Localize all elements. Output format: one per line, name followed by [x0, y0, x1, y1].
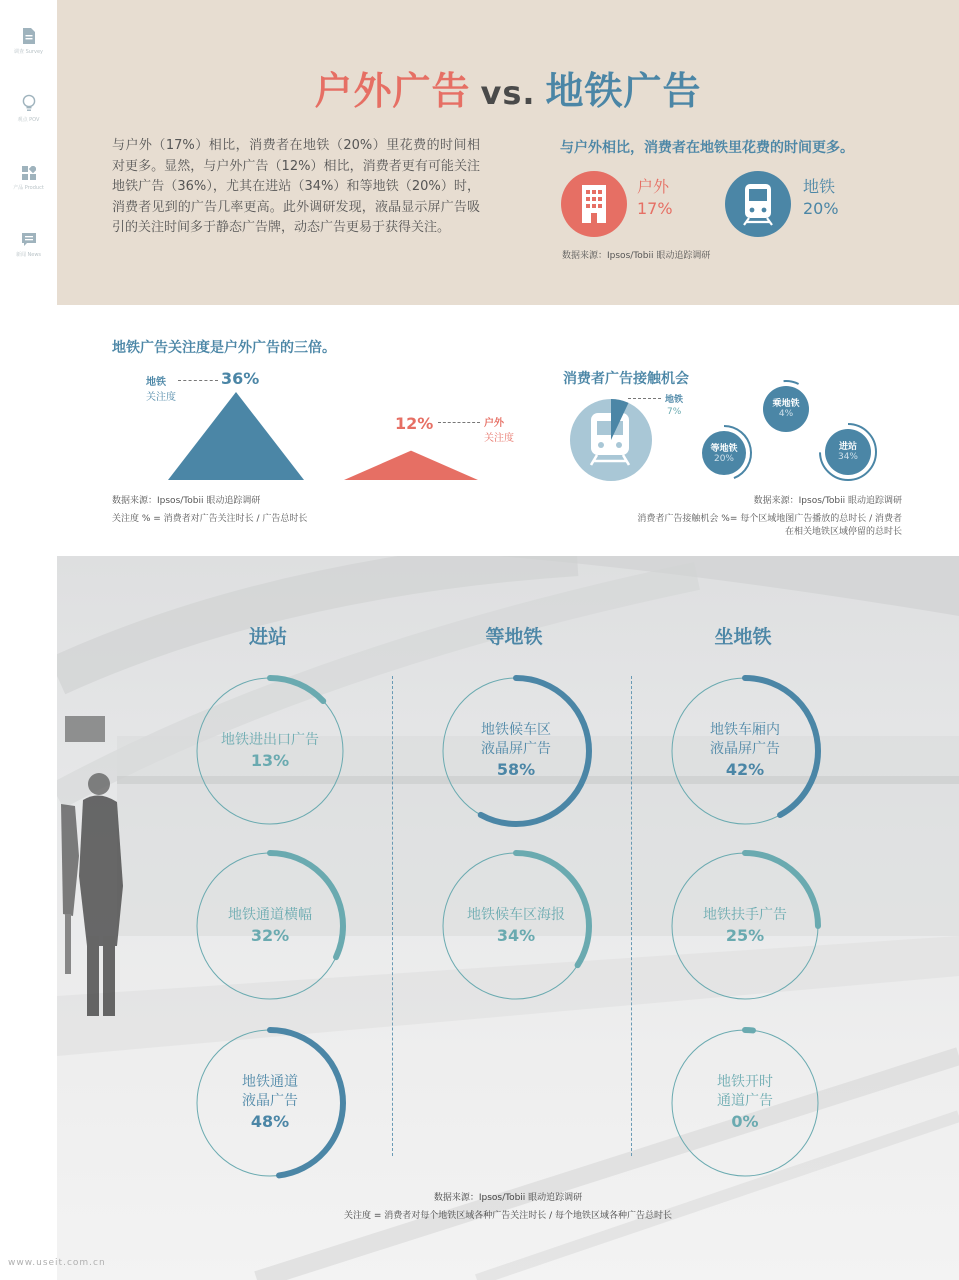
column-divider-1	[392, 676, 393, 1156]
attention-note: 关注度 % = 消费者对广告关注时长 / 广告总时长	[112, 514, 308, 524]
column-title-enter: 进站	[248, 626, 287, 648]
exposure-note	[637, 511, 902, 537]
exposure-note-line2: 在相关地铁区域停留的总时长	[784, 527, 902, 537]
ring-value: 0%	[731, 1112, 759, 1131]
exposure-wait-label: 等地铁	[710, 444, 738, 454]
ring-chart	[440, 675, 592, 827]
outdoor-attention-label: 户外	[484, 418, 504, 429]
footer-note: 关注度 = 消费者对每个地铁区域各种广告关注时长 / 每个地铁区域各种广告总时长	[343, 1211, 673, 1221]
exposure-bubble-enter	[825, 429, 871, 475]
ring-chart	[194, 675, 346, 827]
exposure-note-line1: 消费者广告接触机会 %= 每个区域地图广告播放的总时长 / 消费者	[637, 514, 902, 524]
ring-chart	[669, 1027, 821, 1179]
ring-chart	[440, 850, 592, 1002]
ring-chart	[194, 1027, 346, 1179]
exposure-ride-value: 4%	[778, 409, 794, 419]
attention-source: 数据来源：Ipsos/Tobii 眼动追踪调研	[112, 496, 261, 506]
ring-text	[440, 675, 592, 827]
intro-paragraph: 与户外（17%）相比，消费者在地铁（20%）里花费的时间相对更多。显然，与户外广告（12%）相比，消费者更有可能关注地铁广告（36%），尤其在进站（34%）和等地铁（20%）时，消费者见到的广告几率更高。此外调研发现，液晶显示屏广告吸引的关注时间多于静态广告牌，动态广告更易于获得关注。	[112, 138, 480, 236]
exposure-enter-value: 34%	[837, 452, 858, 462]
watermark: www.useit.com.cn	[8, 1258, 106, 1268]
ring-label: 地铁通道横幅	[228, 906, 312, 923]
title-subway: 地铁广告	[545, 69, 702, 113]
exposure-source: 数据来源：Ipsos/Tobii 眼动追踪调研	[753, 496, 902, 506]
ring-chart	[669, 850, 821, 1002]
ring-value: 32%	[250, 925, 290, 945]
ring-chart	[194, 850, 346, 1002]
column-title-ride: 坐地铁	[714, 626, 772, 648]
exposure-wait-value: 20%	[713, 454, 734, 464]
ring-value: 34%	[496, 925, 536, 945]
exposure-enter-label: 进站	[838, 442, 857, 452]
exposure-arc-ride	[784, 381, 799, 384]
ring-label: 地铁候车区海报	[467, 906, 565, 923]
exposure-bubble-wait	[702, 431, 746, 475]
exposure-subway-value: 7%	[667, 407, 682, 417]
footer-source: 数据来源：Ipsos/Tobii 眼动追踪调研	[433, 1193, 583, 1203]
subway-attention-value: 36%	[221, 369, 260, 388]
sidebar-item-label: 调查 Survey	[14, 49, 43, 55]
time-compare-heading: 与户外相比，消费者在地铁里花费的时间更多。	[560, 140, 854, 156]
ring-value: 48%	[250, 1112, 290, 1131]
outdoor-attention-sub: 关注度	[484, 433, 514, 444]
ring-text	[669, 850, 821, 1002]
column-divider-2	[631, 676, 632, 1156]
sidebar-item-label: 新闻 News	[15, 252, 42, 258]
ring-text	[194, 675, 346, 827]
ring-label: 地铁扶手广告	[703, 906, 787, 923]
attention-heading: 地铁广告关注度是户外广告的三倍。	[112, 340, 336, 356]
ring-label: 地铁进出口广告	[221, 731, 319, 748]
ring-text	[669, 1027, 821, 1179]
exposure-heading: 消费者广告接触机会	[563, 371, 689, 387]
ring-text	[440, 850, 592, 1002]
exposure-subway-label: 地铁	[665, 395, 684, 405]
ring-label: 地铁车厢内 液晶屏广告	[710, 722, 780, 757]
ring-value: 42%	[725, 760, 765, 779]
sidebar-item-label: 观点 POV	[17, 117, 40, 123]
outdoor-time-value: 17%	[637, 199, 673, 218]
ring-label: 地铁通道 液晶广告	[242, 1074, 298, 1109]
subway-time-label: 地铁	[803, 177, 836, 196]
ring-label: 地铁开时 通道广告	[717, 1074, 773, 1109]
ring-label: 地铁候车区 液晶屏广告	[481, 722, 551, 757]
exposure-bubble-ride	[763, 386, 809, 432]
column-title-wait: 等地铁	[485, 626, 543, 648]
title-vs: vs.	[480, 74, 536, 112]
ring-chart	[669, 675, 821, 827]
outdoor-attention-value: 12%	[395, 414, 434, 433]
ring-text	[194, 1027, 346, 1179]
ring-text	[194, 850, 346, 1002]
title-outdoor: 户外广告	[314, 69, 471, 113]
outdoor-time-label: 户外	[637, 177, 670, 196]
exposure-ride-label: 乘地铁	[772, 399, 800, 409]
exposure-arcs	[0, 0, 959, 556]
sidebar-item-label: 产品 Product	[13, 185, 44, 191]
ring-value: 25%	[725, 925, 765, 945]
ring-value: 58%	[496, 760, 536, 779]
subway-attention-label: 地铁	[146, 377, 166, 388]
subway-attention-sub: 关注度	[146, 392, 176, 403]
time-compare-source: 数据来源：Ipsos/Tobii 眼动追踪调研	[562, 251, 711, 261]
subway-time-value: 20%	[803, 199, 839, 218]
ring-text	[669, 675, 821, 827]
ring-value: 13%	[250, 750, 290, 770]
